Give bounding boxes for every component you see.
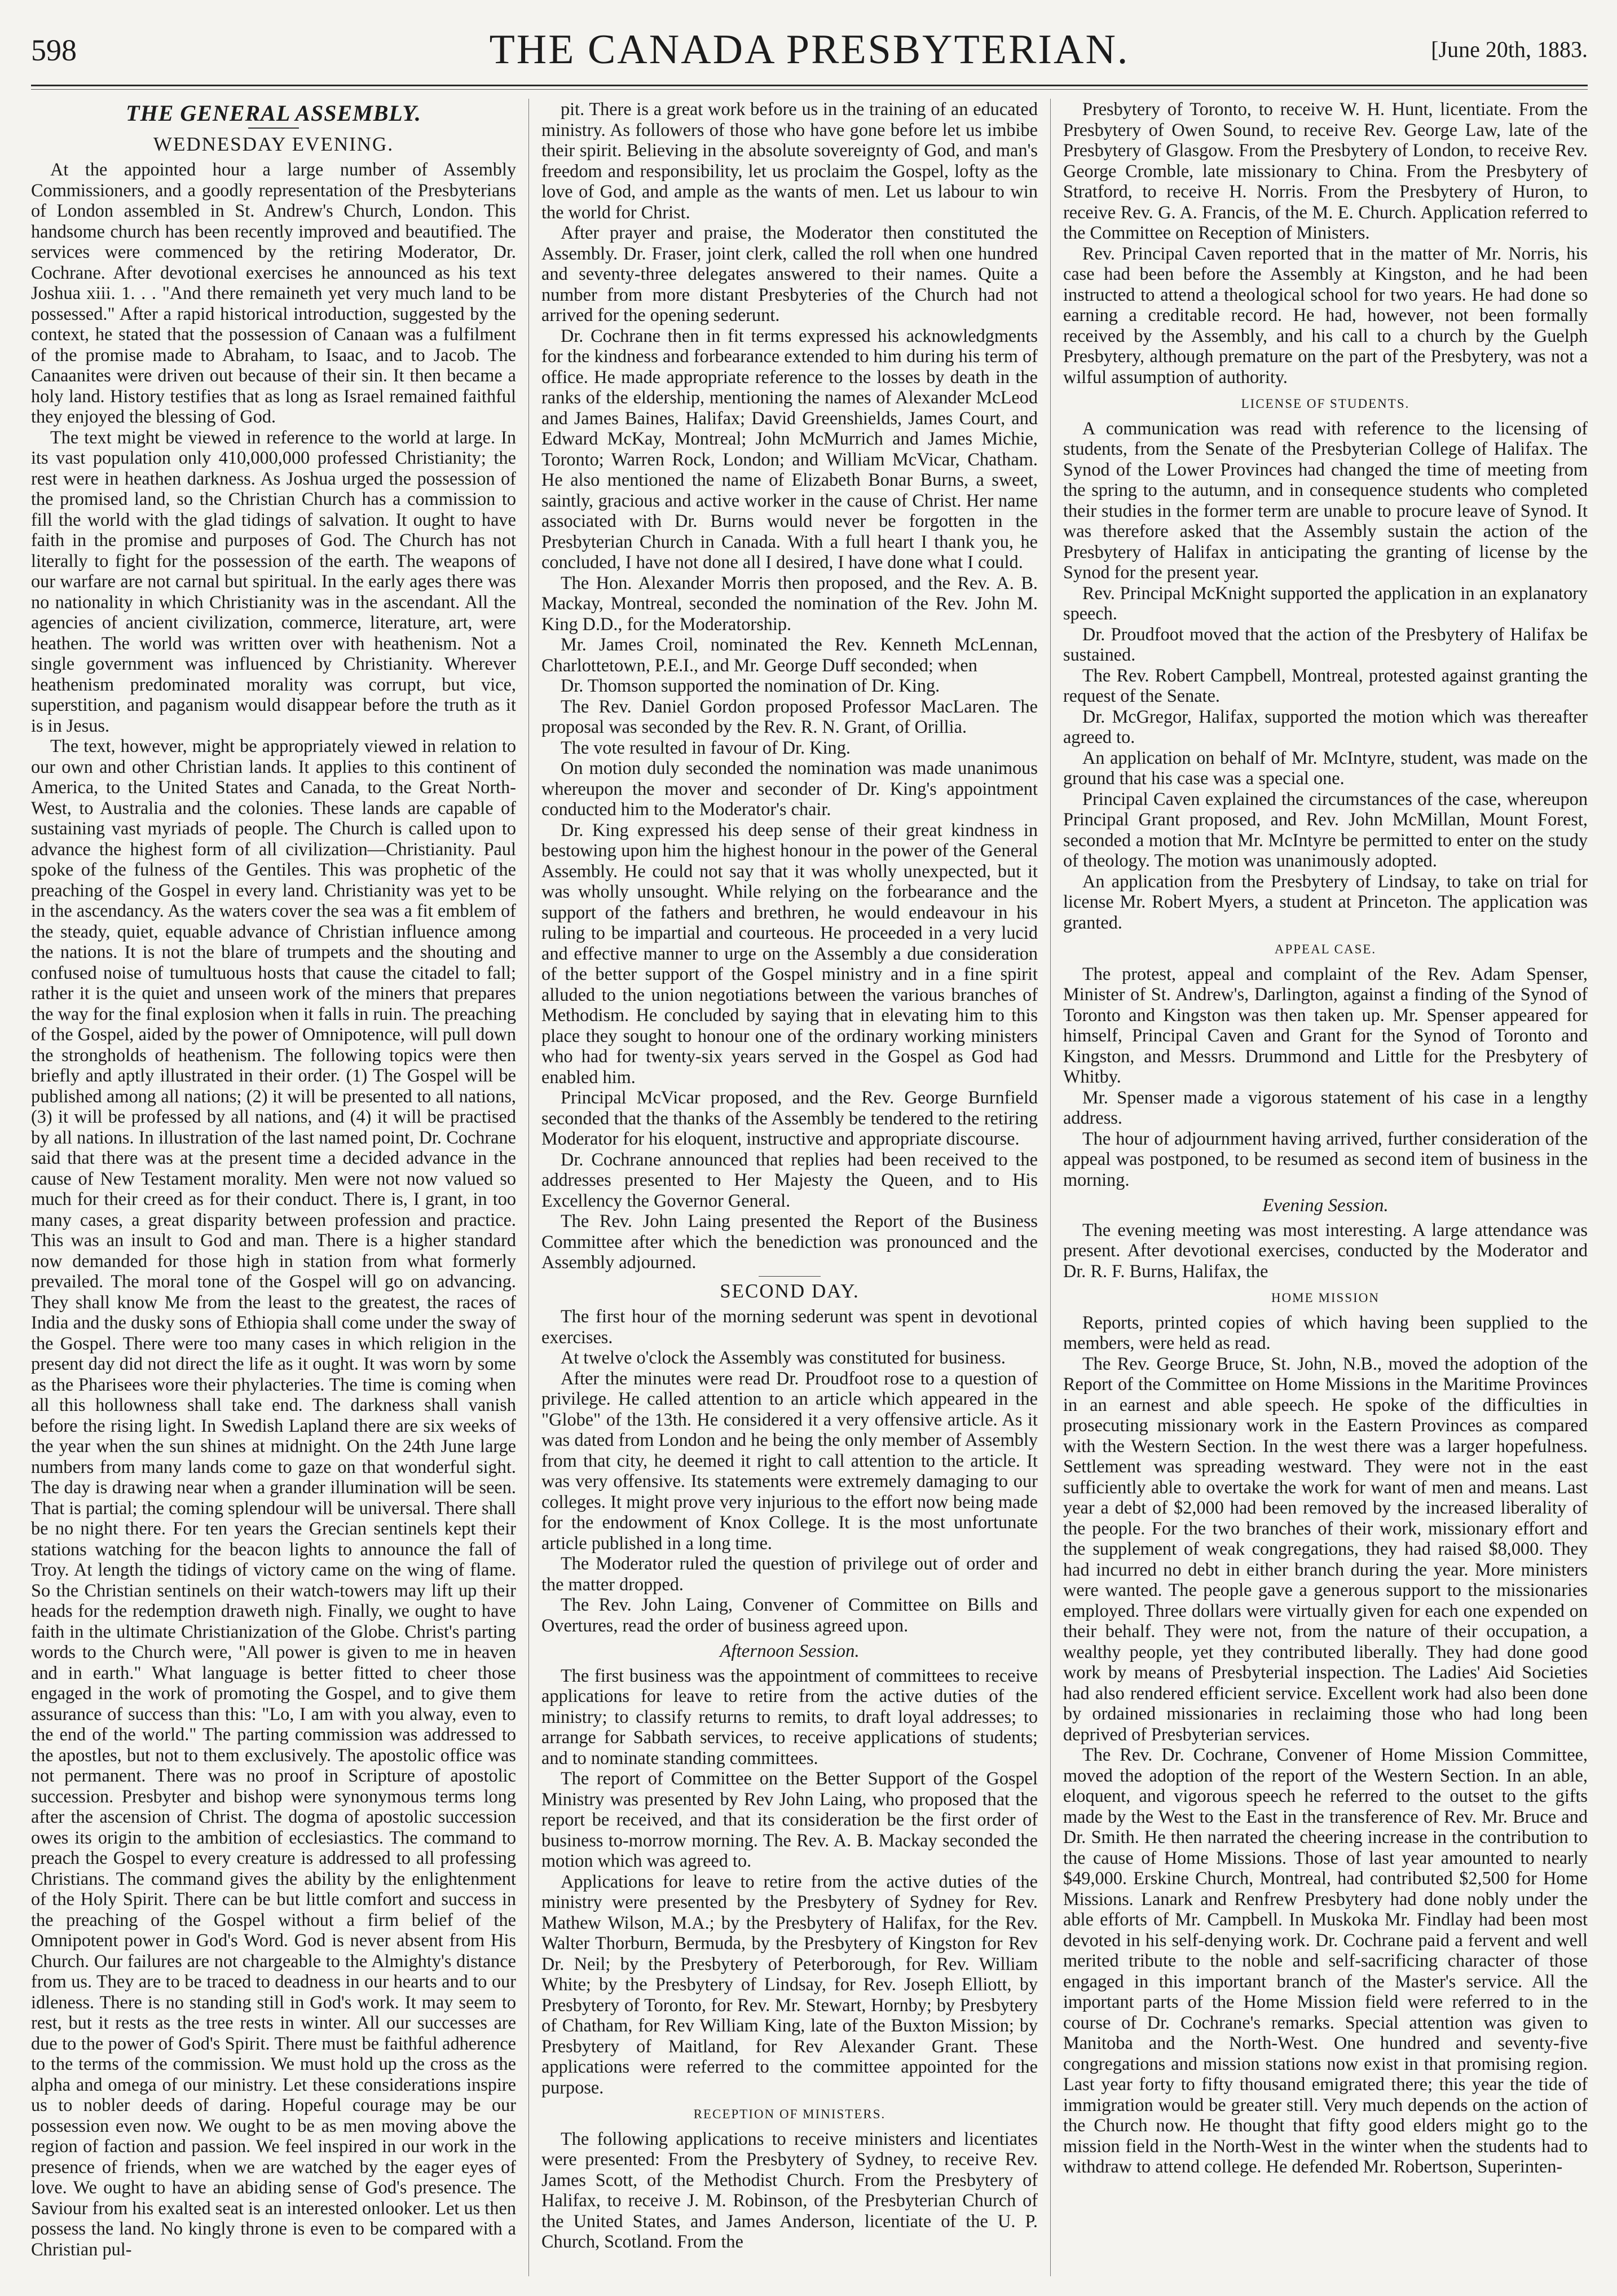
page-number: 598 <box>31 33 77 67</box>
paragraph: The following applications to receive ministers and licentiates were presented: From the Presbytery of Sydney, to receive Rev. James Scott, of the Methodist Church. From the Presbytery of Halifax, to receive J. M. Robinson, of the Presbyterian Church of the United States, and James Anderson, licentiate of the U. P. Church, Scotland. From the <box>541 2128 1038 2251</box>
section-heading-home-mission: HOME MISSION <box>1271 1291 1380 1305</box>
paragraph-group <box>1063 418 1588 933</box>
paragraph: The Rev. John Laing presented the Report of the Business Committee after which the benediction was pronounced and the Assembly adjourned. <box>541 1211 1038 1272</box>
paragraph: The Rev. George Bruce, St. John, N.B., moved the adoption of the Report of the Committee on Home Missions in the Maritime Provinces in an earnest and able speech. He spoke of the difficulties in prosecuting missionary work in the Eastern Provinces as compared with the Western Section. In the west there was a larger hopefulness. Settlement was spreading westward. They were not in the east sufficiently able to overtake the work for want of men and means. Last year a debt of $2,000 had been removed by the increased liberality of the people. For the two branches of their work, missionary effort and the supplement of weak congregations, they had raised $8,000. They had incurred no debt in either branch during the year. More ministers were wanted. The people gave a generous support to the missionaries employed. Three dollars were virtually given for each one expended on their behalf. They were not, from the nature of their occupation, a wealthy people, yet they contributed liberally. They had done good work by means of Presbyterial inspection. The Ladies' Aid Societies had also rendered efficient service. Excellent work had also been done by ordained missionaries in reclaiming those who had long been deprived of Presbyterian services. <box>1063 1353 1588 1744</box>
paragraph: At the appointed hour a large number of Assembly Commissioners, and a goodly representation of the Presbyterians of London assembled in St. Andrew's Church, London. This handsome church has been recently improved and beautified. The services were commenced by the retiring Moderator, Dr. Cochrane. After devotional exercises he announced as his text Joshua xiii. 1. . . "And there remaineth yet very much land to be possessed." After a rapid historical introduction, suggested by the context, he stated that the possession of Canaan was a fulfilment of the promise made to Abraham, to Isaac, and to Jacob. The Canaanites were driven out because of their sin. It then became a holy land. History testifies that as long as Israel remained faithful they enjoyed the blessing of God. <box>31 159 516 426</box>
paragraph: The evening meeting was most interesting. A large attendance was present. After devotional exercises, conducted by the Moderator and Dr. R. F. Burns, Halifax, the <box>1063 1219 1588 1281</box>
paragraph: Reports, printed copies of which having been supplied to the members, were held as read. <box>1063 1312 1588 1353</box>
paragraph: The Rev. Dr. Cochrane, Convener of Home Mission Committee, moved the adoption of the report of the Western Section. In an able, eloquent, and vigorous speech he referred to the outset to the gifts made by the West to the East in the transference of Rev. Mr. Bruce and Dr. Smith. He then narrated the cheering increase in the contribution to the cause of Home Missions. Those of last year amounted to nearly $49,000. Erskine Church, Montreal, had contributed $2,500 for Home Missions. Lanark and Renfrew Presbytery had done nobly under the able efforts of Mr. Campbell. In Muskoka Mr. Findlay had been most devoted in his self-denying work. Dr. Cochrane paid a fervent and well merited tribute to the noble and self-sacrificing character of those engaged in this important branch of the Master's service. All the important parts of the Home Mission field were referred to in the course of Dr. Cochrane's remarks. Special attention was given to Manitoba and the North-West. One hundred and seventy-five congregations and mission stations now exist in that promising region. Last year forty to fifty thousand emigrated there; this year the tide of immigration would be greater still. Very much depends on the action of the Church now. He thought that fifty good elders might go to the mission field in the North-West in the winter when the students had to withdraw to attend college. He defended Mr. Robertson, Superinten- <box>1063 1744 1588 2176</box>
paragraph: The Rev. John Laing, Convener of Committee on Bills and Overtures, read the order of business agreed upon. <box>541 1594 1038 1635</box>
paragraph-group <box>1063 99 1588 387</box>
paragraph-group <box>541 2128 1038 2252</box>
paragraph: pit. There is a great work before us in the training of an educated ministry. As followers of those who have gone before let us imbibe their spirit. Believing in the absolute sovereignty of God, and man's freedom and responsibility, let us proclaim the Gospel, lofty as the love of God, and ample as the wants of men. Let us labour to win the world for Christ. <box>541 99 1038 222</box>
header-rule <box>31 85 1588 86</box>
paragraph: The text might be viewed in reference to the world at large. In its vast population only 410,000,000 professed Christianity; the rest were in heathen darkness. As Joshua urged the possession of the promised land, so the Christian Church has a commission to fill the world with the glad tidings of salvation. It ought to have faith in the promise and purposes of God. The Church has not literally to fight for the possession of the earth. The weapons of our warfare are not carnal but spiritual. In the early ages there was no nationality in which Christianity was in the ascendant. All the agencies of ancient civilization, commerce, literature, art, were heathen. The world was written over with heathenism. Not a single government was influenced by Christianity. Wherever heathenism predominated morality was corrupt, but vice, superstition, and paganism would disappear before the truth as it is in Jesus. <box>31 426 516 736</box>
column-divider <box>1050 99 1051 2276</box>
paragraph-group <box>1063 964 1588 1190</box>
paragraph: A communication was read with reference to the licensing of students, from the Senate of the Presbyterian College of Halifax. The Synod of the Lower Provinces had changed the time of meeting from the spring to the autumn, and in consequence students who completed their studies in the former term are unable to procure leave of Synod. It was therefore asked that the Assembly sustain the action of the Presbytery of Halifax in anticipating the granting of license by the Synod for the present year. <box>1063 417 1588 582</box>
paragraph: Principal McVicar proposed, and the Rev. George Burnfield seconded that the thanks of the Assembly be tendered to the retiring Moderator for his eloquent, instructive and appropriate discourse. <box>541 1087 1038 1149</box>
paragraph: The Hon. Alexander Morris then proposed, and the Rev. A. B. Mackay, Montreal, seconded the nomination of the Rev. John M. King D.D., for the Moderatorship. <box>541 572 1038 634</box>
paragraph: An application on behalf of Mr. McIntyre, student, was made on the ground that his case was a special one. <box>1063 747 1588 788</box>
paragraph: The Rev. Daniel Gordon proposed Professor MacLaren. The proposal was seconded by the Rev. R. N. Grant, of Orillia. <box>541 696 1038 737</box>
paragraph: After the minutes were read Dr. Proudfoot rose to a question of privilege. He called attention to an article which appeared in the "Globe" of the 13th. He considered it a very offensive article. As it was dated from London and he being the only member of Assembly from that city, he deemed it right to call attention to the article. It was very offensive. Its statements were extremely damaging to our colleges. It might prove very injurious to the effort now being made for the endowment of Knox College. It is the most unfortunate article published in a long time. <box>541 1367 1038 1553</box>
column-3 <box>1063 99 1588 2276</box>
paragraph: Dr. Cochrane announced that replies had been received to the addresses presented to Her Majesty the Queen, and to His Excellency the Governor General. <box>541 1149 1038 1211</box>
paragraph: The protest, appeal and complaint of the Rev. Adam Spenser, Minister of St. Andrew's, Darlington, against a finding of the Synod of Toronto and Kingston was then taken up. Mr. Spenser appeared for himself, Principal Caven and Grant for the Synod of Toronto and Kingston, and Messrs. Drummond and Little for the Presbytery of Whitby. <box>1063 963 1588 1087</box>
paragraph: At twelve o'clock the Assembly was constituted for business. <box>561 1347 1006 1367</box>
page-header <box>31 23 1588 85</box>
paragraph-group <box>1063 1312 1588 2177</box>
paragraph: The Rev. Robert Campbell, Montreal, protested against granting the request of the Senate. <box>1063 665 1588 706</box>
section-heading-appeal: APPEAL CASE. <box>1274 942 1377 956</box>
section-heading-afternoon: Afternoon Session. <box>720 1641 860 1661</box>
paragraph: The first business was the appointment of committees to receive applications for leave to retire from the active duties of the ministry; to classify returns to remits, to draft loyal addresses; to arrange for Sabbath services, to receive applications of students; and to nominate standing committees. <box>541 1665 1038 1768</box>
paragraph: Mr. Spenser made a vigorous statement of his case in a lengthy address. <box>1063 1087 1588 1128</box>
column-2 <box>541 99 1038 2276</box>
section-heading-second-day: SECOND DAY. <box>720 1279 860 1302</box>
paragraph: Rev. Principal Caven reported that in the matter of Mr. Norris, his case had been before the Assembly at Kingston, and he had been instructed to attend a theological school for two years. He had done so earning a creditable record. He had, however, not been formally received by the Assembly, and his call to a church by the Guelph Presbytery, although premature on the part of the Presbytery, was not a wilful assumption of authority. <box>1063 243 1588 387</box>
paragraph: The vote resulted in favour of Dr. King. <box>561 737 851 758</box>
paragraph-group <box>541 1665 1038 2098</box>
title-rule <box>248 127 299 129</box>
column-1 <box>31 99 516 2276</box>
section-heading-wednesday: WEDNESDAY EVENING. <box>153 133 394 155</box>
paragraph: Principal Caven explained the circumstances of the case, whereupon Principal Grant proposed, and Rev. John McMillan, Mount Forest, seconded a motion that Mr. McIntyre be permitted to enter on the study of theology. The motion was unanimously adopted. <box>1063 788 1588 870</box>
paragraph: After prayer and praise, the Moderator then constituted the Assembly. Dr. Fraser, joint clerk, called the roll when one hundred and seventy-three delegates answered to their names. Quite a number from more distant Presbyteries of the Church had not arrived for the opening sederunt. <box>541 222 1038 325</box>
paragraph: The hour of adjournment having arrived, further consideration of the appeal was postponed, to be resumed as second item of business in the morning. <box>1063 1128 1588 1190</box>
paragraph: Rev. Principal McKnight supported the application in an explanatory speech. <box>1063 582 1588 623</box>
paragraph: The Moderator ruled the question of privilege out of order and the matter dropped. <box>541 1553 1038 1594</box>
column-divider <box>528 99 529 2276</box>
paragraph: Dr. King expressed his deep sense of their great kindness in bestowing upon him the highest honour in the power of the General Assembly. He could not say that it was wholly unexpected, but it was wholly unsought. While relying on the forbearance and the support of the fathers and brethren, he would endeavour in his ruling to be impartial and courteous. He proceeded in a very lucid and effective manner to urge on the Assembly a due consideration of the better support of the Gospel ministry and in a fine spirit alluded to the union negotiations between the various branches of Methodism. He concluded by saying that in elevating him to this place they sought to honour one of the ordinary working ministers who had for twenty-six years served in the Gospel as God had enabled him. <box>541 819 1038 1087</box>
paragraph: An application from the Presbytery of Lindsay, to take on trial for license Mr. Robert Myers, a student at Princeton. The application was granted. <box>1063 870 1588 933</box>
section-rule <box>759 1276 821 1277</box>
issue-date: [June 20th, 1883. <box>1431 37 1588 62</box>
paragraph: Dr. McGregor, Halifax, supported the motion which was thereafter agreed to. <box>1063 706 1588 747</box>
section-heading-license: LICENSE OF STUDENTS. <box>1241 397 1410 411</box>
paragraph: Dr. Cochrane then in fit terms expressed his acknowledgments for the kindness and forbearance extended to him during his term of office. He made appropriate reference to the losses by death in the ranks of the eldership, mentioning the names of Alexander McLeod and James Baines, Halifax; David Greenshields, James Court, and Edward McKay, Montreal; John McMurrich and James Michie, Toronto; Warren Rock, London; and William McVicar, Chatham. He also mentioned the name of Elizabeth Bonar Burns, a sweet, saintly, gracious and active worker in the cause of Christ. Her name associated with Dr. Burns would never be forgotten in the Presbyterian Church in Canada. With a full heart I thank you, he concluded, I have not done all I desired, I have done what I could. <box>541 325 1038 572</box>
paragraph: The first hour of the morning sederunt was spent in devotional exercises. <box>541 1306 1038 1347</box>
article-title: THE GENERAL ASSEMBLY. <box>126 100 421 126</box>
paragraph: The text, however, might be appropriately viewed in relation to our own and other Christian lands. It applies to this continent of America, to the United States and Canada, to the Great North-West, to Australia and the colonies. These lands are capable of sustaining vast myriads of people. The Church is called upon to advance the highest form of all civilization—Christianity. Paul spoke of the fulness of the Gentiles. This was prophetic of the preaching of the Gospel in every land. Christianity was yet to be in the ascendancy. As the waters cover the sea was a fit emblem of the steady, quiet, equable advance of Christian influence among the nations. It is not the blare of trumpets and the shouting and confused noise of tumultuous hosts that cause the citadel to fall; rather it is the quiet and unseen work of the miners that prepares the way for the final explosion when it falls in ruin. The preaching of the Gospel, aided by the power of Omnipotence, will pull down the strongholds of heathenism. The following topics were then briefly and aptly illustrated in their order. (1) The Gospel will be published among all nations; (2) it will be presented to all nations, (3) it will be professed by all nations, and (4) it will be practised by all nations. In illustration of the last named point, Dr. Cochrane said that there was at the present time a decided advance in the cause of New Testament morality. Men were not now valued so much for their creed as for their conduct. There is, I grant, in too many cases, a great disparity between profession and practice. This was an insult to God and man. There is a higher standard now demanded for those high in station from what formerly prevailed. The moral tone of the Gospel will go on advancing. They shall know Me from the least to the greatest, the races of India and the dusky sons of Ethiopia shall come under the sway of the Gospel. There were too many cases in which religion in the present day did not direct the life as it ought. It was worn by some as the Pharisees wore their phylacteries. The time is coming when all this hollowness shall take end. The darkness shall vanish before the rising light. In Swedish Lapland there are six weeks of the year when the sun shines at midnight. On the 24th June large numbers from many lands come to gaze on that wonderful sight. The day is drawing near when a grander illumination will be seen. That is partial; the coming splendour will be universal. There shall be no night there. For ten years the Grecian sentinels kept their stations watching for the beacon lights to announce the fall of Troy. At length the tidings of victory came on the wing of flame. So the Christian sentinels on their watch-towers may lift up their heads for the redemption draweth nigh. Finally, we ought to have faith in the ultimate Christianization of the Globe. Christ's parting words to the Church were, "All power is given to me in heaven and in earth." What language is better fitted to cheer those engaged in the work of promoting the Gospel, and to give them assurance of success than this: "Lo, I am with you alway, even to the end of the world." The parting commission was addressed to the apostles, but not to them exclusively. The apostolic office was not permanent. There was no proof in Scripture of apostolic succession. Presbyter and bishop were synonymous terms long after the ascension of Christ. The dogma of apostolic succession owes its origin to the ambition of ecclesiastics. The command to preach the Gospel to every creature is addressed to all professing Christians. The command gives the ability by the enlightenment of the Holy Spirit. There can be but little comfort and success in the preaching of the Gospel without a firm belief of the Omnipotent power in God's Word. God is never absent from His Church. Our failures are not chargeable to the Almighty's distance from us. They are to be traced to deadness in our hearts and to our idleness. There is no standing still in God's work. It may seem to rest, but it rests as the tree rests in winter. All our successes are due to the power of God's Spirit. There must be faithful adherence to the terms of the commission. We must hold up the cross as the alpha and omega of our ministry. Let these considerations inspire us to nobler deeds of daring. Hopeful courage may be our possession even now. We ought to be as men moving above the region of faction and passion. We feel inspired in our work in the presence of friends, when we are watched by the eager eyes of love. We ought to have an abiding sense of God's presence. The Saviour from his exalted seat is an interested onlooker. Let us then possess the land. No kingly throne is even to be compared with a Christian pul- <box>31 736 516 2259</box>
paragraph: Presbytery of Toronto, to receive W. H. Hunt, licentiate. From the Presbytery of Owen Sound, to receive Rev. George Law, late of the Presbytery of Glasgow. From the Presbytery of London, to receive Rev. George Cromble, late missionary to China. From the Presbytery of Stratford, to receive H. Norris. From the Presbytery of Huron, to receive Rev. G. A. Francis, of the M. E. Church. Application referred to the Committee on Reception of Ministers. <box>1063 99 1588 243</box>
masthead: THE CANADA PRESBYTERIAN. <box>489 27 1130 73</box>
section-heading-evening: Evening Session. <box>1262 1195 1389 1216</box>
paragraph: On motion duly seconded the nomination was made unanimous whereupon the mover and seconder of Dr. King's appointment conducted him to the Moderator's chair. <box>541 758 1038 819</box>
paragraph-group <box>31 159 516 2259</box>
paragraph-group <box>541 1306 1038 1635</box>
paragraph: The report of Committee on the Better Support of the Gospel Ministry was presented by Rev John Laing, who proposed that the report be received, and that its consideration be the first order of business to-morrow morning. The Rev. A. B. Mackay seconded the motion which was agreed to. <box>541 1768 1038 1871</box>
paragraph: Dr. Proudfoot moved that the action of the Presbytery of Halifax be sustained. <box>1063 623 1588 665</box>
header-rule-thin <box>31 89 1588 90</box>
paragraph: Mr. James Croil, nominated the Rev. Kenneth McLennan, Charlottetown, P.E.I., and Mr. George Duff seconded; when <box>541 634 1038 675</box>
section-heading-reception: RECEPTION OF MINISTERS. <box>693 2107 886 2121</box>
paragraph: Dr. Thomson supported the nomination of Dr. King. <box>561 675 940 696</box>
paragraph: Applications for leave to retire from the active duties of the ministry were presented by the Presbytery of Sydney for Rev. Mathew Wilson, M.A.; by the Presbytery of Halifax, for the Rev. Walter Thorburn, Bermuda, by the Presbytery of Kingston for Rev Dr. Neil; by the Presbytery of Peterborough, for Rev. William White; by the Presbytery of Lindsay, for Rev. Joseph Elliott, by Presbytery of Toronto, for Rev. Mr. Stewart, Hornby; by Presbytery of Chatham, for Rev William King, late of the Buxton Mission; by Presbytery of Maitland, for Rev Alexander Grant. These applications were referred to the committee appointed for the purpose. <box>541 1871 1038 2097</box>
paragraph-group <box>541 99 1038 1273</box>
paragraph-group <box>1063 1220 1588 1282</box>
